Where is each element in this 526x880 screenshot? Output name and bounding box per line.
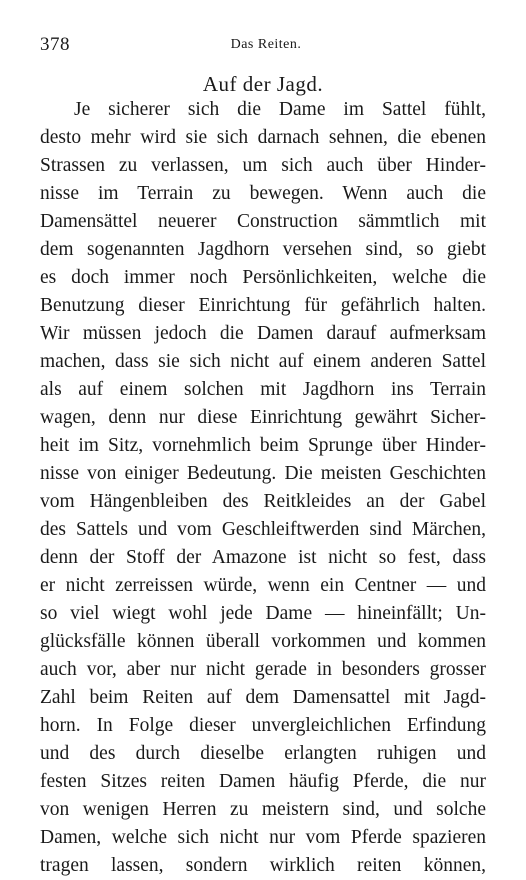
text-line: auch vor, aber nur nicht gerade in besonders grosser bbox=[40, 659, 486, 680]
text-line: dem sogenannten Jagdhorn versehen sind, so giebt bbox=[40, 239, 486, 260]
text-line: Damensättel neuerer Construction sämmtlich mit bbox=[40, 211, 486, 232]
text-line: nisse von einiger Bedeutung. Die meisten Geschichten bbox=[40, 463, 486, 484]
text-line: des Sattels und vom Geschleiftwerden sind Märchen, bbox=[40, 519, 486, 540]
section-title: Auf der Jagd. bbox=[202, 72, 324, 96]
page-header bbox=[40, 34, 492, 58]
text-line: wagen, denn nur diese Einrichtung gewährt Sicher- bbox=[40, 407, 486, 428]
text-line: festen Sitzes reiten Damen häufig Pferde, die nur bbox=[40, 771, 486, 792]
text-line: so viel wiegt wohl jede Dame — hineinfällt; Un- bbox=[40, 603, 486, 624]
text-line: Je sicherer sich die Dame im Sattel fühlt, bbox=[74, 99, 486, 120]
text-line: es doch immer noch Persönlichkeiten, welche die bbox=[40, 267, 486, 288]
text-line: horn. In Folge dieser unvergleichlichen Erfindung bbox=[40, 715, 486, 736]
text-line: Benutzung dieser Einrichtung für gefährlich halten. bbox=[40, 295, 486, 316]
text-line: machen, dass sie sich nicht auf einem anderen Sattel bbox=[40, 351, 486, 372]
text-line: denn der Stoff der Amazone ist nicht so fest, dass bbox=[40, 547, 486, 568]
text-line: und des durch dieselbe erlangten ruhigen und bbox=[40, 743, 486, 764]
text-line: nisse im Terrain zu bewegen. Wenn auch die bbox=[40, 183, 486, 204]
text-line: Wir müssen jedoch die Damen darauf aufmerksam bbox=[40, 323, 486, 344]
page-number: 378 bbox=[40, 34, 70, 55]
text-line: vom Hängenbleiben des Reitkleides an der Gabel bbox=[40, 491, 486, 512]
text-line: Damen, welche sich nicht nur vom Pferde spazieren bbox=[40, 827, 486, 848]
body-text bbox=[40, 96, 486, 880]
text-line: tragen lassen, sondern wirklich reiten können, bbox=[40, 855, 486, 876]
text-line: von wenigen Herren zu meistern sind, und solche bbox=[40, 799, 486, 820]
text-line: Strassen zu verlassen, um sich auch über Hinder- bbox=[40, 155, 486, 176]
text-line: als auf einem solchen mit Jagdhorn ins Terrain bbox=[40, 379, 486, 400]
text-line: Zahl beim Reiten auf dem Damensattel mit Jagd- bbox=[40, 687, 486, 708]
text-line: desto mehr wird sie sich darnach sehnen, die ebenen bbox=[40, 127, 486, 148]
text-line: glücksfälle können überall vorkommen und kommen bbox=[40, 631, 486, 652]
text-line: er nicht zerreissen würde, wenn ein Centner — und bbox=[40, 575, 486, 596]
text-line: heit im Sitz, vornehmlich beim Sprunge über Hinder- bbox=[40, 435, 486, 456]
running-head: Das Reiten. bbox=[230, 37, 302, 52]
